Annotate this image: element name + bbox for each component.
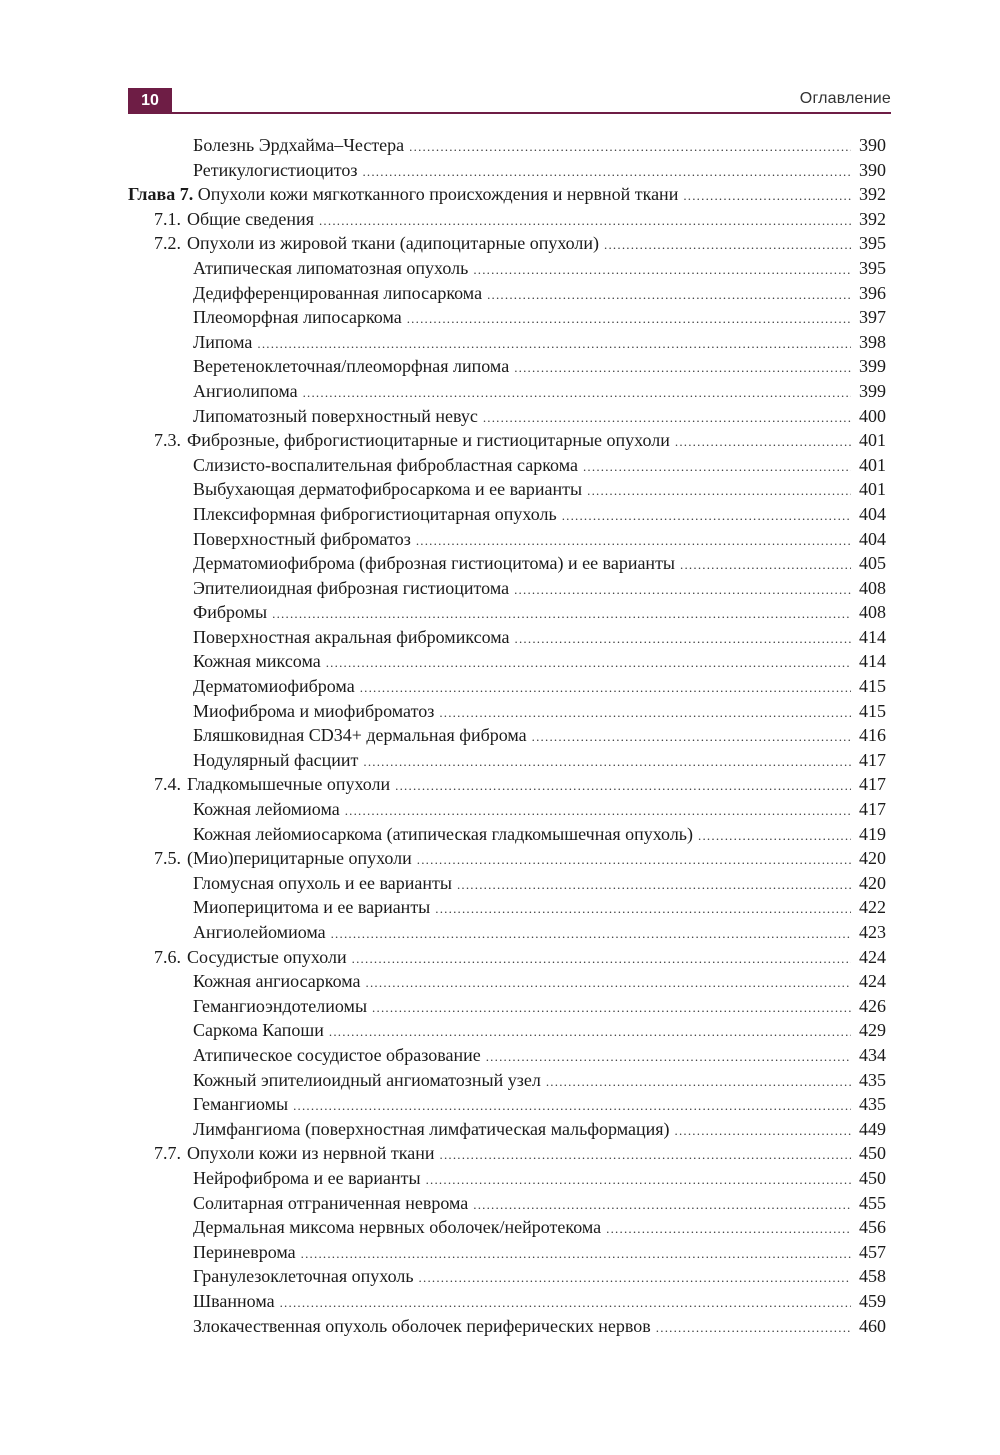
toc-page-number: 397 <box>859 307 886 328</box>
toc-entry-title: Кожная миксома <box>193 651 321 672</box>
toc-entry-title: Солитарная отграниченная неврома <box>193 1192 469 1213</box>
dot-leader <box>329 1020 851 1045</box>
header-rule <box>172 112 891 114</box>
dot-leader <box>301 1242 851 1267</box>
dot-leader <box>656 1316 851 1341</box>
toc-item-row[interactable] <box>128 1068 886 1093</box>
toc-entry-title: Липома <box>193 331 253 352</box>
dot-leader <box>319 209 851 234</box>
toc-item-row[interactable] <box>128 502 886 527</box>
toc-page-number: 396 <box>859 282 886 303</box>
toc-section-number: 7.1. <box>154 208 181 229</box>
toc-entry-title: Опухоли кожи из нервной ткани <box>187 1143 435 1164</box>
toc-page-number: 416 <box>859 725 886 746</box>
toc-item-row[interactable] <box>128 895 886 920</box>
toc-item-row[interactable] <box>128 330 886 355</box>
dot-leader <box>487 283 851 308</box>
dot-leader <box>326 651 851 676</box>
dot-leader <box>419 1266 851 1291</box>
toc-entry-title: Поверхностная акральная фибромиксома <box>193 626 510 647</box>
toc-section-row[interactable] <box>128 846 886 871</box>
toc-item-row[interactable] <box>128 1117 886 1142</box>
toc-page-number: 422 <box>859 897 886 918</box>
toc-entry-title: Эпителиоидная фиброзная гистиоцитома <box>193 577 510 598</box>
toc-item-row[interactable] <box>128 158 886 183</box>
toc-page-number: 392 <box>859 208 886 229</box>
toc-page-number: 417 <box>859 749 886 770</box>
toc-section-row[interactable] <box>128 428 886 453</box>
toc-page-number: 395 <box>859 233 886 254</box>
toc-page-number: 426 <box>859 995 886 1016</box>
dot-leader <box>604 233 851 258</box>
toc-page-number: 395 <box>859 257 886 278</box>
toc-page-number: 401 <box>859 430 886 451</box>
dot-leader <box>587 479 851 504</box>
toc-item-row[interactable] <box>128 822 886 847</box>
toc-entry-title: (Мио)перицитарные опухоли <box>187 848 412 869</box>
toc-item-row[interactable] <box>128 256 886 281</box>
toc-page-number: 419 <box>859 823 886 844</box>
toc-page-number: 424 <box>859 971 886 992</box>
toc-item-row[interactable] <box>128 871 886 896</box>
toc-page-number: 404 <box>859 503 886 524</box>
toc-page-number: 392 <box>859 184 886 205</box>
toc-section-number: 7.3. <box>154 430 181 451</box>
toc-section-row[interactable] <box>128 231 886 256</box>
toc-item-row[interactable] <box>128 748 886 773</box>
toc-page-number: 404 <box>859 528 886 549</box>
dot-leader <box>439 701 851 726</box>
toc-item-row[interactable] <box>128 527 886 552</box>
toc-entry-title: Гемангиомы <box>193 1094 289 1115</box>
toc-entry-title: Ангиолейомиома <box>193 922 326 942</box>
toc-section-row[interactable] <box>128 772 886 797</box>
toc-item-row[interactable] <box>128 404 886 429</box>
toc-page-number: 420 <box>859 872 886 893</box>
toc-page-number: 399 <box>859 380 886 401</box>
toc-page-number: 415 <box>859 676 886 697</box>
dot-leader <box>366 971 851 996</box>
toc-item-row[interactable] <box>128 920 886 945</box>
toc-entry-title: Кожная лейомиосаркома (атипическая гладкомышечная опухоль) <box>193 823 694 844</box>
toc-entry-title: Кожная ангиосаркома <box>193 971 361 992</box>
dot-leader <box>440 1143 852 1168</box>
page-number: 10 <box>128 88 172 114</box>
toc-page-number: 399 <box>859 356 886 377</box>
dot-leader <box>280 1291 851 1316</box>
toc-item-row[interactable] <box>128 649 886 674</box>
dot-leader <box>360 676 851 701</box>
dot-leader <box>363 750 851 775</box>
dot-leader <box>435 897 851 922</box>
dot-leader <box>675 1119 852 1144</box>
toc-entry-title: Липоматозный поверхностный невус <box>193 405 478 426</box>
toc-item-row[interactable] <box>128 600 886 625</box>
toc-item-row[interactable] <box>128 723 886 748</box>
dot-leader <box>473 1193 851 1218</box>
dot-leader <box>372 996 851 1021</box>
toc-item-row[interactable] <box>128 133 886 158</box>
toc-page-number: 414 <box>859 626 886 647</box>
dot-leader <box>426 1168 851 1193</box>
dot-leader <box>683 184 851 209</box>
toc-item-row[interactable] <box>128 1092 886 1117</box>
toc-entry-title <box>128 182 678 207</box>
toc-page-number: 417 <box>859 799 886 820</box>
dot-leader <box>486 1045 851 1070</box>
toc-chapter-row[interactable] <box>128 182 886 207</box>
dot-leader <box>409 135 851 160</box>
toc-page-number: 398 <box>859 331 886 352</box>
toc-page-number: 450 <box>859 1167 886 1188</box>
toc-entry-title: Саркома Капоши <box>193 1020 324 1041</box>
toc-chapter-label: Глава 7. <box>128 184 194 205</box>
toc-entry-title: Болезнь Эрдхайма–Честера <box>193 135 405 155</box>
dot-leader <box>293 1094 851 1119</box>
toc-page-number: 458 <box>859 1266 886 1287</box>
toc-item-row[interactable] <box>128 1240 886 1265</box>
toc-entry-title: Злокачественная опухоль оболочек периферических нервов <box>193 1315 651 1336</box>
dot-leader <box>272 602 851 627</box>
dot-leader <box>515 627 851 652</box>
toc-section-number: 7.5. <box>154 848 181 869</box>
toc-item-row[interactable] <box>128 453 886 478</box>
toc-page-number: 401 <box>859 479 886 500</box>
toc-section-number: 7.2. <box>154 233 181 254</box>
toc-entry-title: Периневрома <box>193 1241 296 1262</box>
toc-page-number: 420 <box>859 848 886 869</box>
toc-entry-title: Гранулезоклеточная опухоль <box>193 1266 414 1287</box>
toc-item-row[interactable] <box>128 551 886 576</box>
dot-leader <box>395 774 851 799</box>
toc-item-row[interactable] <box>128 1043 886 1068</box>
toc-item-row[interactable] <box>128 699 886 724</box>
dot-leader <box>331 922 851 947</box>
dot-leader <box>457 873 851 898</box>
dot-leader <box>675 430 851 455</box>
toc-entry-title: Фибромы <box>193 602 268 623</box>
toc-entry-title: Шваннома <box>193 1290 275 1311</box>
toc-page-number: 417 <box>859 774 886 795</box>
toc-page-number: 414 <box>859 651 886 672</box>
toc-entry-title: Кожная лейомиома <box>193 799 340 820</box>
dot-leader <box>362 160 851 185</box>
toc-entry-title: Нодулярный фасциит <box>193 749 359 770</box>
toc-item-row[interactable] <box>128 576 886 601</box>
toc-entry-title: Дерматомиофиброма (фиброзная гистиоцитома) и ее варианты <box>193 553 676 574</box>
dot-leader <box>698 824 851 849</box>
toc-entry-title: Миофиброма и миофиброматоз <box>193 700 435 721</box>
toc-entry-title: Атипическая липоматозная опухоль <box>193 257 469 278</box>
toc-entry-title: Общие сведения <box>187 208 314 229</box>
toc-item-row[interactable] <box>128 797 886 822</box>
toc-entry-title: Веретеноклеточная/плеоморфная липома <box>193 356 510 377</box>
toc-entry-title: Выбухающая дерматофибросаркома и ее варианты <box>193 479 583 500</box>
toc-entry-title: Гемангиоэндотелиомы <box>193 995 368 1016</box>
dot-leader <box>473 258 851 283</box>
toc-section-row[interactable] <box>128 207 886 232</box>
toc-entry-title: Ретикулогистиоцитоз <box>193 159 358 180</box>
table-of-contents <box>128 133 886 1338</box>
dot-leader <box>680 553 851 578</box>
dot-leader <box>407 307 851 332</box>
dot-leader <box>514 356 851 381</box>
toc-item-row[interactable] <box>128 1166 886 1191</box>
toc-entry-title: Лимфангиома (поверхностная лимфатическая мальформация) <box>193 1118 670 1139</box>
toc-page-number: 434 <box>859 1044 886 1065</box>
toc-item-row[interactable] <box>128 674 886 699</box>
toc-page-number: 460 <box>859 1315 886 1336</box>
toc-entry-title: Ангиолипома <box>193 380 298 401</box>
toc-item-row[interactable] <box>128 625 886 650</box>
toc-entry-title: Поверхностный фиброматоз <box>193 528 411 549</box>
toc-item-row[interactable] <box>128 305 886 330</box>
toc-page-number: 415 <box>859 700 886 721</box>
dot-leader <box>416 529 851 554</box>
toc-page-number: 435 <box>859 1094 886 1115</box>
dot-leader <box>532 725 851 750</box>
toc-entry-title: Нейрофиброма и ее варианты <box>193 1167 421 1188</box>
toc-item-row[interactable] <box>128 281 886 306</box>
dot-leader <box>606 1217 851 1242</box>
toc-item-row[interactable] <box>128 354 886 379</box>
toc-entry-title: Плексиформная фиброгистиоцитарная опухоль <box>193 503 557 524</box>
toc-page-number: 449 <box>859 1118 886 1139</box>
toc-entry-title: Бляшковидная CD34+ дермальная фиброма <box>193 725 527 746</box>
toc-section-row[interactable] <box>128 945 886 970</box>
toc-page-number: 390 <box>859 135 886 155</box>
toc-item-row[interactable] <box>128 379 886 404</box>
toc-entry-title: Плеоморфная липосаркома <box>193 307 402 328</box>
toc-item-row[interactable] <box>128 1018 886 1043</box>
page-header <box>128 88 891 114</box>
toc-page-number: 455 <box>859 1192 886 1213</box>
dot-leader <box>303 381 851 406</box>
dot-leader <box>257 332 851 357</box>
toc-page-number: 408 <box>859 602 886 623</box>
toc-entry-title: Гладкомышечные опухоли <box>187 774 391 795</box>
dot-leader <box>562 504 851 529</box>
toc-item-row[interactable] <box>128 1264 886 1289</box>
dot-leader <box>583 455 851 480</box>
dot-leader <box>352 947 851 972</box>
toc-entry-title: Слизисто-воспалительная фибробластная саркома <box>193 454 578 475</box>
toc-entry-title: Дедифференцированная липосаркома <box>193 282 483 303</box>
toc-page-number: 435 <box>859 1069 886 1090</box>
toc-item-row[interactable] <box>128 1191 886 1216</box>
toc-item-row[interactable] <box>128 477 886 502</box>
toc-entry-title: Опухоли из жировой ткани (адипоцитарные опухоли) <box>187 233 600 254</box>
toc-section-number: 7.6. <box>154 946 181 967</box>
toc-page-number: 423 <box>859 922 886 942</box>
toc-item-row[interactable] <box>128 969 886 994</box>
toc-page-number: 429 <box>859 1020 886 1041</box>
dot-leader <box>546 1070 851 1095</box>
toc-page-number: 400 <box>859 405 886 426</box>
dot-leader <box>417 848 851 873</box>
toc-entry-title: Миоперицитома и ее варианты <box>193 897 431 918</box>
toc-item-row[interactable] <box>128 994 886 1019</box>
toc-page-number: 424 <box>859 946 886 967</box>
toc-entry-title: Гломусная опухоль и ее варианты <box>193 872 452 893</box>
toc-page-number: 390 <box>859 159 886 180</box>
toc-item-row[interactable] <box>128 1314 886 1339</box>
toc-entry-title: Дермальная миксома нервных оболочек/нейротекома <box>193 1217 602 1238</box>
toc-section-number: 7.7. <box>154 1143 181 1164</box>
dot-leader <box>483 406 851 431</box>
toc-section-row[interactable] <box>128 1141 886 1166</box>
toc-section-number: 7.4. <box>154 774 181 795</box>
toc-chapter-title: Опухоли кожи мягкотканного происхождения и нервной ткани <box>197 184 679 205</box>
toc-page-number: 457 <box>859 1241 886 1262</box>
toc-page-number: 408 <box>859 577 886 598</box>
toc-page-number: 450 <box>859 1143 886 1164</box>
running-title: Оглавление <box>799 90 891 107</box>
toc-entry-title: Кожный эпителиоидный ангиоматозный узел <box>193 1069 541 1090</box>
dot-leader <box>514 578 851 603</box>
toc-item-row[interactable] <box>128 1215 886 1240</box>
toc-item-row[interactable] <box>128 1289 886 1314</box>
toc-page-number: 401 <box>859 454 886 475</box>
toc-entry-title: Сосудистые опухоли <box>187 946 347 967</box>
dot-leader <box>345 799 851 824</box>
toc-entry-title: Фиброзные, фиброгистиоцитарные и гистиоцитарные опухоли <box>187 430 670 451</box>
toc-entry-title: Дерматомиофиброма <box>193 676 355 697</box>
toc-entry-title: Атипическое сосудистое образование <box>193 1044 481 1065</box>
toc-page-number: 459 <box>859 1290 886 1311</box>
toc-page-number: 456 <box>859 1217 886 1238</box>
toc-page-number: 405 <box>859 553 886 574</box>
